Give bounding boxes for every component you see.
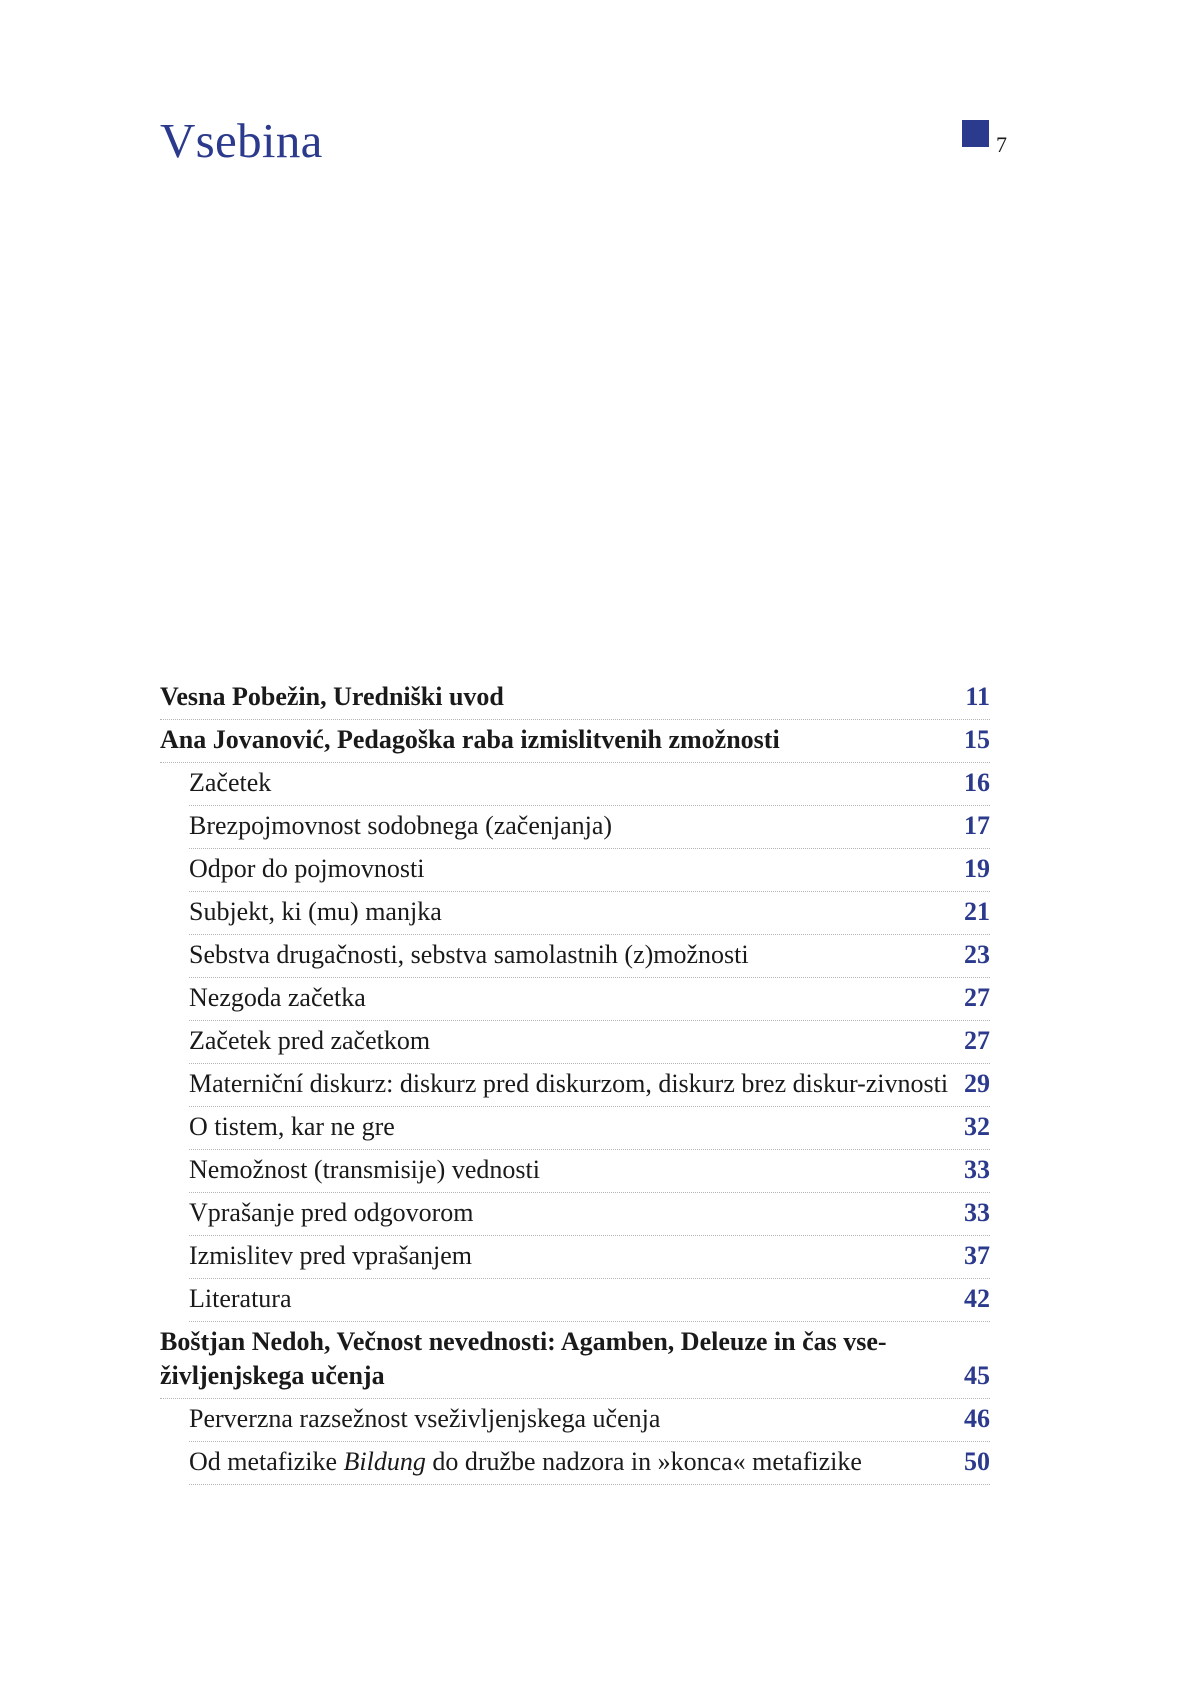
toc-entry[interactable] (189, 806, 990, 849)
toc-entry-page: 37 (964, 1241, 990, 1270)
toc-entry[interactable] (189, 1107, 990, 1150)
toc-entry-title: Vprašanje pred odgovorom (189, 1198, 474, 1227)
toc-entry[interactable] (189, 1236, 990, 1279)
toc-entry[interactable] (189, 849, 990, 892)
toc-entry-title-part: do družbe nadzora in »konca« metafizike (425, 1447, 862, 1476)
toc-entry-title: Nemožnost (transmisije) vednosti (189, 1155, 540, 1184)
toc-entry-page: 21 (964, 897, 990, 926)
toc-entry[interactable] (189, 1442, 990, 1485)
page-title: Vsebina (160, 113, 323, 168)
toc-entry-page: 45 (964, 1361, 990, 1390)
toc-entry[interactable] (189, 935, 990, 978)
section-marker (962, 120, 989, 147)
toc-entry-title: Subjekt, ki (mu) manjka (189, 897, 442, 926)
toc-entry-title: Ana Jovanović, Pedagoška raba izmislitvenih zmožnosti (160, 725, 780, 754)
toc-entry-title: Vesna Pobežin, Uredniški uvod (160, 682, 504, 711)
toc-entry-page: 46 (964, 1404, 990, 1433)
toc-entry-title-italic: Bildung (343, 1447, 426, 1476)
toc-entry-title: Perverzna razsežnost vseživljenjskega učenja (189, 1404, 661, 1433)
toc-entry-page: 29 (964, 1069, 990, 1098)
toc-entry-page: 17 (964, 811, 990, 840)
toc-entry-page: 15 (964, 725, 990, 754)
toc-entry-page: 11 (965, 682, 990, 711)
toc-entry-page: 23 (964, 940, 990, 969)
toc-entry-title: O tistem, kar ne gre (189, 1112, 395, 1141)
toc-entry[interactable] (160, 720, 990, 763)
toc-entry-page: 27 (964, 983, 990, 1012)
page-number: 7 (996, 132, 1007, 157)
toc-entry-title: Odpor do pojmovnosti (189, 854, 425, 883)
toc-entry-page: 50 (964, 1447, 990, 1476)
toc-entry-page: 33 (964, 1155, 990, 1184)
toc-entry-title: Boštjan Nedoh, Večnost nevednosti: Agamben, Deleuze in čas vse-življenjskega učenja (160, 1327, 887, 1390)
toc-entry-title: Nezgoda začetka (189, 983, 366, 1012)
toc-entry-title-part: Od metafizike (189, 1447, 344, 1476)
toc-entry[interactable] (189, 1064, 990, 1107)
toc-entry[interactable] (189, 1279, 990, 1322)
toc-entry-title: Izmislitev pred vprašanjem (189, 1241, 473, 1270)
toc-entry[interactable] (189, 1150, 990, 1193)
toc-entry-title: Sebstva drugačnosti, sebstva samolastnih (z)možnosti (189, 940, 749, 969)
toc-entry-title (189, 1445, 876, 1479)
toc-entry[interactable] (189, 1021, 990, 1064)
table-of-contents (160, 677, 990, 1485)
toc-entry-page: 19 (964, 854, 990, 883)
toc-entry[interactable] (160, 677, 990, 720)
toc-entry[interactable] (189, 978, 990, 1021)
toc-entry[interactable] (160, 1322, 990, 1399)
toc-entry-page: 32 (964, 1112, 990, 1141)
toc-entry-page: 27 (964, 1026, 990, 1055)
toc-entry-title: Literatura (189, 1284, 292, 1313)
toc-entry[interactable] (189, 1399, 990, 1442)
toc-entry[interactable] (189, 892, 990, 935)
toc-entry[interactable] (189, 763, 990, 806)
toc-entry-title: Začetek pred začetkom (189, 1026, 431, 1055)
toc-entry-page: 33 (964, 1198, 990, 1227)
toc-entry-page: 42 (964, 1284, 990, 1313)
toc-entry-title: Materniční diskurz: diskurz pred diskurzom, diskurz brez diskur-zivnosti (189, 1069, 949, 1098)
toc-entry[interactable] (189, 1193, 990, 1236)
toc-entry-title: Brezpojmovnost sodobnega (začenjanja) (189, 811, 613, 840)
toc-entry-page: 16 (964, 768, 990, 797)
toc-entry-title: Začetek (189, 768, 272, 797)
